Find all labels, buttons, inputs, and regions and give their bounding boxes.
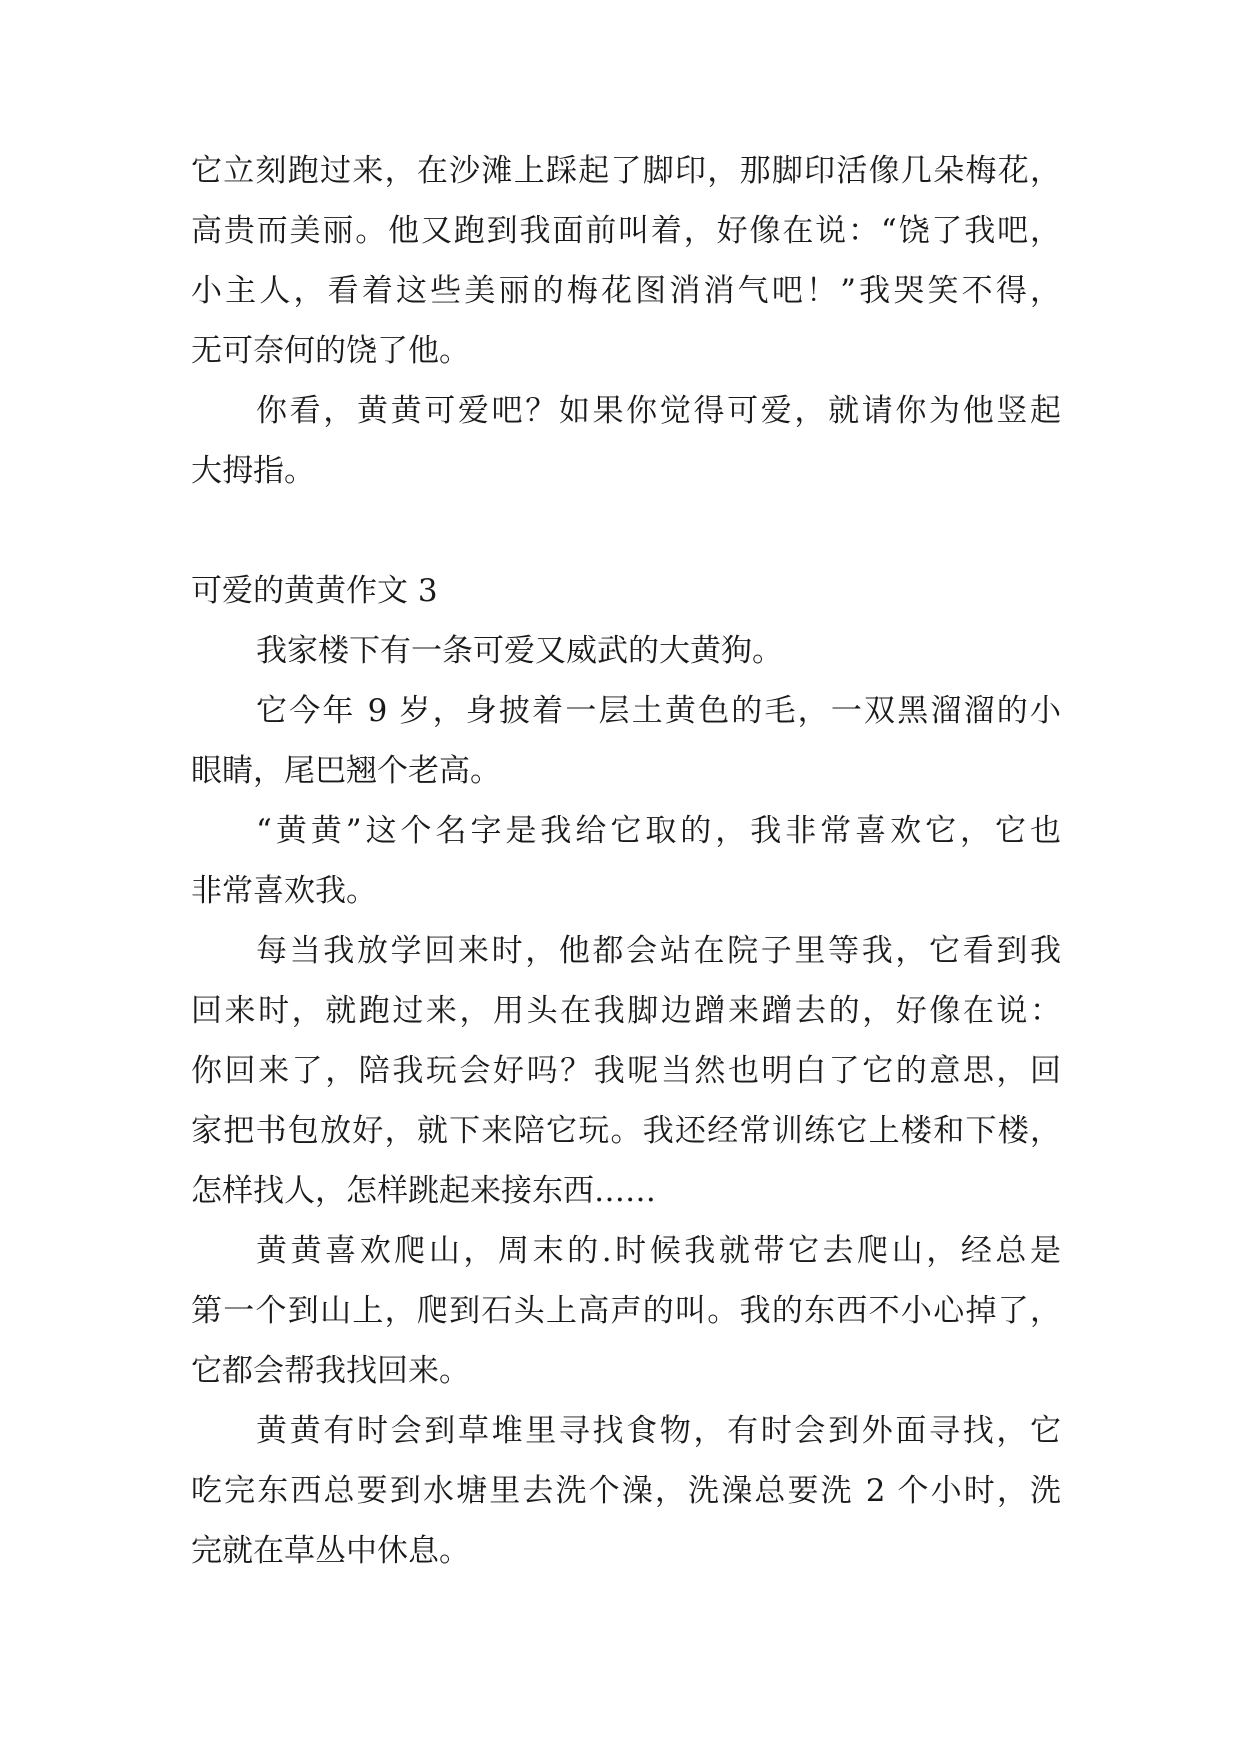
text-line: 无可奈何的饶了他。: [191, 333, 470, 369]
text-line: 第一个到山上，爬到石头上高声的叫。我的东西不小心掉了，: [191, 1293, 1061, 1329]
text-line: 你看，黄黄可爱吧？如果你觉得可爱，就请你为他竖起: [256, 393, 1061, 429]
text-line: 回来时，就跑过来，用头在我脚边蹭来蹭去的，好像在说：: [191, 993, 1061, 1029]
text-line: 完就在草丛中休息。: [191, 1533, 470, 1569]
text-line: 你回来了，陪我玩会好吗？我呢当然也明白了它的意思，回: [191, 1053, 1061, 1089]
text-line: 它立刻跑过来，在沙滩上踩起了脚印，那脚印活像几朵梅花，: [191, 153, 1061, 189]
text-line: 黄黄喜欢爬山，周末的.时候我就带它去爬山，经总是: [256, 1233, 1061, 1269]
text-line: 大拇指。: [191, 453, 315, 489]
text-line: 我家楼下有一条可爱又威武的大黄狗。: [256, 633, 783, 669]
text-line: 怎样找人，怎样跳起来接东西……: [191, 1173, 656, 1209]
text-line: 家把书包放好，就下来陪它玩。我还经常训练它上楼和下楼，: [191, 1113, 1061, 1149]
text-line: 它今年 9 岁，身披着一层土黄色的毛，一双黑溜溜的小: [256, 693, 1061, 729]
text-line: 吃完东西总要到水塘里去洗个澡，洗澡总要洗 2 个小时，洗: [191, 1473, 1061, 1509]
text-line: 它都会帮我找回来。: [191, 1353, 470, 1389]
text-line: 黄黄有时会到草堆里寻找食物，有时会到外面寻找，它: [256, 1413, 1061, 1449]
text-line: 高贵而美丽。他又跑到我面前叫着，好像在说：“饶了我吧，: [191, 213, 1061, 249]
text-line: 每当我放学回来时，他都会站在院子里等我，它看到我: [256, 933, 1061, 969]
text-line: 小主人，看着这些美丽的梅花图消消气吧！”我哭笑不得，: [191, 273, 1061, 309]
text-line: 眼睛，尾巴翘个老高。: [191, 753, 501, 789]
text-line: “黄黄”这个名字是我给它取的，我非常喜欢它，它也: [256, 813, 1061, 849]
section-title: 可爱的黄黄作文 3: [191, 573, 438, 609]
text-line: 非常喜欢我。: [191, 873, 377, 909]
